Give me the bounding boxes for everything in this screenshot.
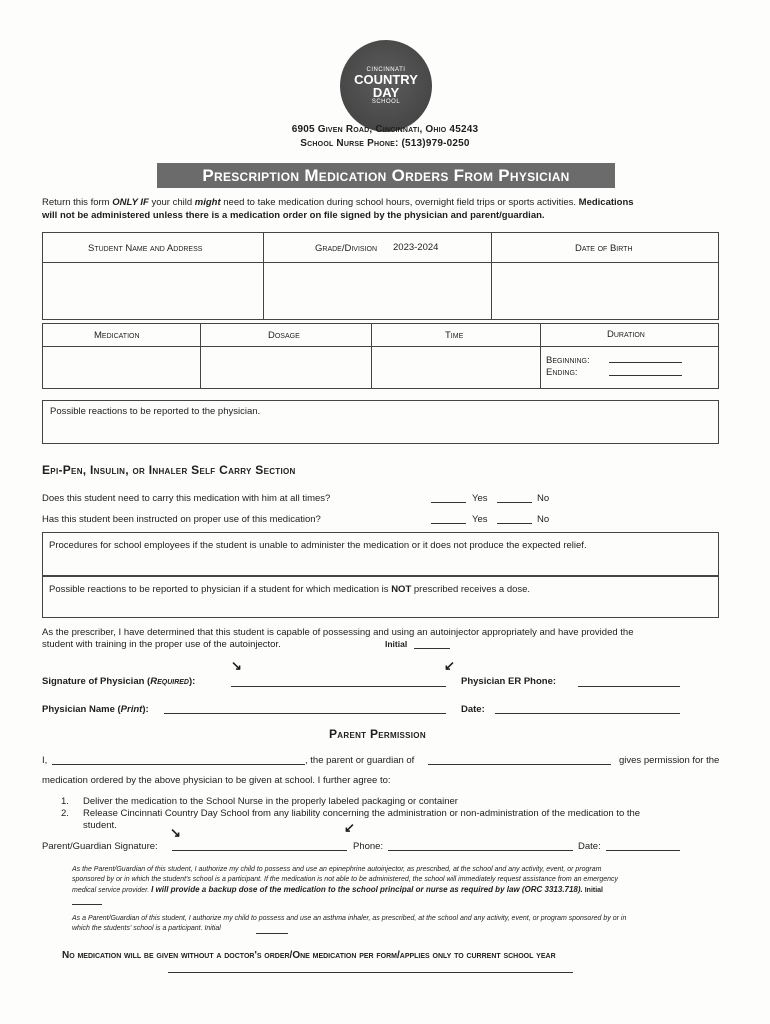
parent-date-field[interactable] <box>606 850 680 851</box>
item2-text: Release Cincinnati Country Day School from any liability concerning the administration or non-administration of the medication to the <box>83 808 641 819</box>
item2-text-cont: student. <box>83 820 117 831</box>
q1-yes-field[interactable] <box>431 502 466 503</box>
physician-signature-label: Signature of Physician (Required): <box>42 676 196 687</box>
logo-line1: CINCINNATI <box>366 67 406 73</box>
asthma-fine-print-1: As a Parent/Guardian of this student, I authorize my child to possess and use an asthma inhaler, as prescribed, at the school and any activity, event, or program sponsored by or in <box>72 915 627 922</box>
time-header: Time <box>445 330 464 341</box>
q1-yes-label: Yes <box>472 493 488 504</box>
asthma-fine-print-2: which the students' school is a participant. Initial <box>72 925 221 932</box>
q1-no-field[interactable] <box>497 502 532 503</box>
parent-guardian-of-label: , the parent or guardian of <box>305 755 415 766</box>
question-carry: Does this student need to carry this medication with him at all times? <box>42 493 331 504</box>
er-phone-field[interactable] <box>578 686 680 687</box>
physician-date-field[interactable] <box>495 713 680 714</box>
parent-i-label: I, <box>42 755 48 766</box>
ending-label: Ending: <box>546 367 578 378</box>
logo-line3: DAY <box>372 85 400 100</box>
epi-fine-print-3: medical service provider. I will provide a backup dose of the medication to the school principal or nurse as required by law (ORC 3313.718). Initial <box>72 885 604 894</box>
beginning-label: Beginning: <box>546 355 590 366</box>
physician-signature-field[interactable] <box>231 686 446 687</box>
physician-name-label: Physician Name (Print): <box>42 704 149 715</box>
footer-notice: No medication will be given without a doctor's order/One medication per form/applies only to current school year <box>62 950 556 961</box>
parent-date-label: Date: <box>578 841 601 852</box>
not-prescribed-box[interactable] <box>42 576 719 618</box>
er-phone-label: Physician ER Phone: <box>461 676 557 687</box>
q2-no-label: No <box>537 514 550 525</box>
prescriber-initial-field[interactable] <box>414 648 450 649</box>
q2-yes-field[interactable] <box>431 523 466 524</box>
school-logo <box>340 40 432 132</box>
arrow-down-icon: ↙ <box>344 820 355 835</box>
student-name-header: Student Name and Address <box>88 243 203 254</box>
logo-line2: COUNTRY <box>354 72 418 87</box>
ending-field[interactable] <box>609 375 682 376</box>
intro-line2: will not be administered unless there is a medication order on file signed by the physician and parent/guardian. <box>42 210 545 221</box>
q2-yes-label: Yes <box>472 514 488 525</box>
intro-line1: Return this form ONLY IF your child might need to take medication during school hours, overnight field trips or sports activities. Medications <box>42 197 634 208</box>
epi-fine-print-2: sponsored by or in which the student's school is a participant. If the medication is not able to be administered, the school will immediately request assistance from an emergency <box>72 876 619 883</box>
arrow-down-icon: ↘ <box>231 658 242 673</box>
student-name-field[interactable] <box>428 764 611 765</box>
medication-header: Medication <box>94 330 140 341</box>
footer-rule <box>168 972 573 973</box>
initial-label: Initial <box>385 639 408 649</box>
arrow-down-icon: ↘ <box>170 825 181 840</box>
not-prescribed-label: Possible reactions to be reported to physician if a student for which medication is NOT prescribed receives a dose. <box>49 584 531 595</box>
q2-no-field[interactable] <box>497 523 532 524</box>
item2-number: 2. <box>61 808 69 819</box>
parent-phone-field[interactable] <box>388 850 573 851</box>
asthma-initial-field[interactable] <box>256 933 288 934</box>
reactions-label: Possible reactions to be reported to the physician. <box>50 406 261 417</box>
prescriber-statement-2: student with training in the proper use of the autoinjector. <box>42 639 281 650</box>
school-year: 2023-2024 <box>393 242 439 253</box>
item1-number: 1. <box>61 796 69 807</box>
form-title: Prescription Medication Orders From Physician <box>157 163 615 188</box>
arrow-down-icon: ↙ <box>444 658 455 673</box>
duration-header: Duration <box>607 329 645 340</box>
parent-phone-label: Phone: <box>353 841 384 852</box>
q1-no-label: No <box>537 493 550 504</box>
nurse-phone: School Nurse Phone: (513)979-0250 <box>300 138 470 149</box>
parent-name-field[interactable] <box>52 764 305 765</box>
parent-signature-field[interactable] <box>172 850 347 851</box>
epi-fine-print-1: As the Parent/Guardian of this student, I authorize my child to possess and use an epinephrine autoinjector, as prescribed, at the school and any activity, event, or program <box>72 866 602 873</box>
procedures-box[interactable] <box>42 532 719 576</box>
parent-permission-heading: Parent Permission <box>329 727 426 741</box>
gives-permission-label: gives permission for the <box>619 755 720 766</box>
epi-initial-field[interactable] <box>72 904 102 905</box>
parent-signature-label: Parent/Guardian Signature: <box>42 841 158 852</box>
logo-line4: SCHOOL <box>371 99 401 105</box>
item1-text: Deliver the medication to the School Nurse in the properly labeled packaging or container <box>83 796 458 807</box>
prescriber-statement-1: As the prescriber, I have determined that this student is capable of possessing and using an autoinjector appropriately and have provided the <box>42 627 634 638</box>
question-instructed: Has this student been instructed on proper use of this medication? <box>42 514 321 525</box>
procedures-label: Procedures for school employees if the student is unable to administer the medication or it does not produce the expected relief. <box>49 540 587 551</box>
dosage-header: Dosage <box>268 330 300 341</box>
self-carry-heading: Epi-Pen, Insulin, or Inhaler Self Carry Section <box>42 463 296 477</box>
physician-name-field[interactable] <box>164 713 446 714</box>
physician-date-label: Date: <box>461 704 485 715</box>
beginning-field[interactable] <box>609 362 682 363</box>
dob-header: Date of Birth <box>575 243 633 254</box>
parent-agree-line: medication ordered by the above physician to be given at school. I further agree to: <box>42 775 391 786</box>
school-address: 6905 Given Road, Cincinnati, Ohio 45243 <box>291 124 479 135</box>
grade-header: Grade/Division <box>315 243 378 254</box>
